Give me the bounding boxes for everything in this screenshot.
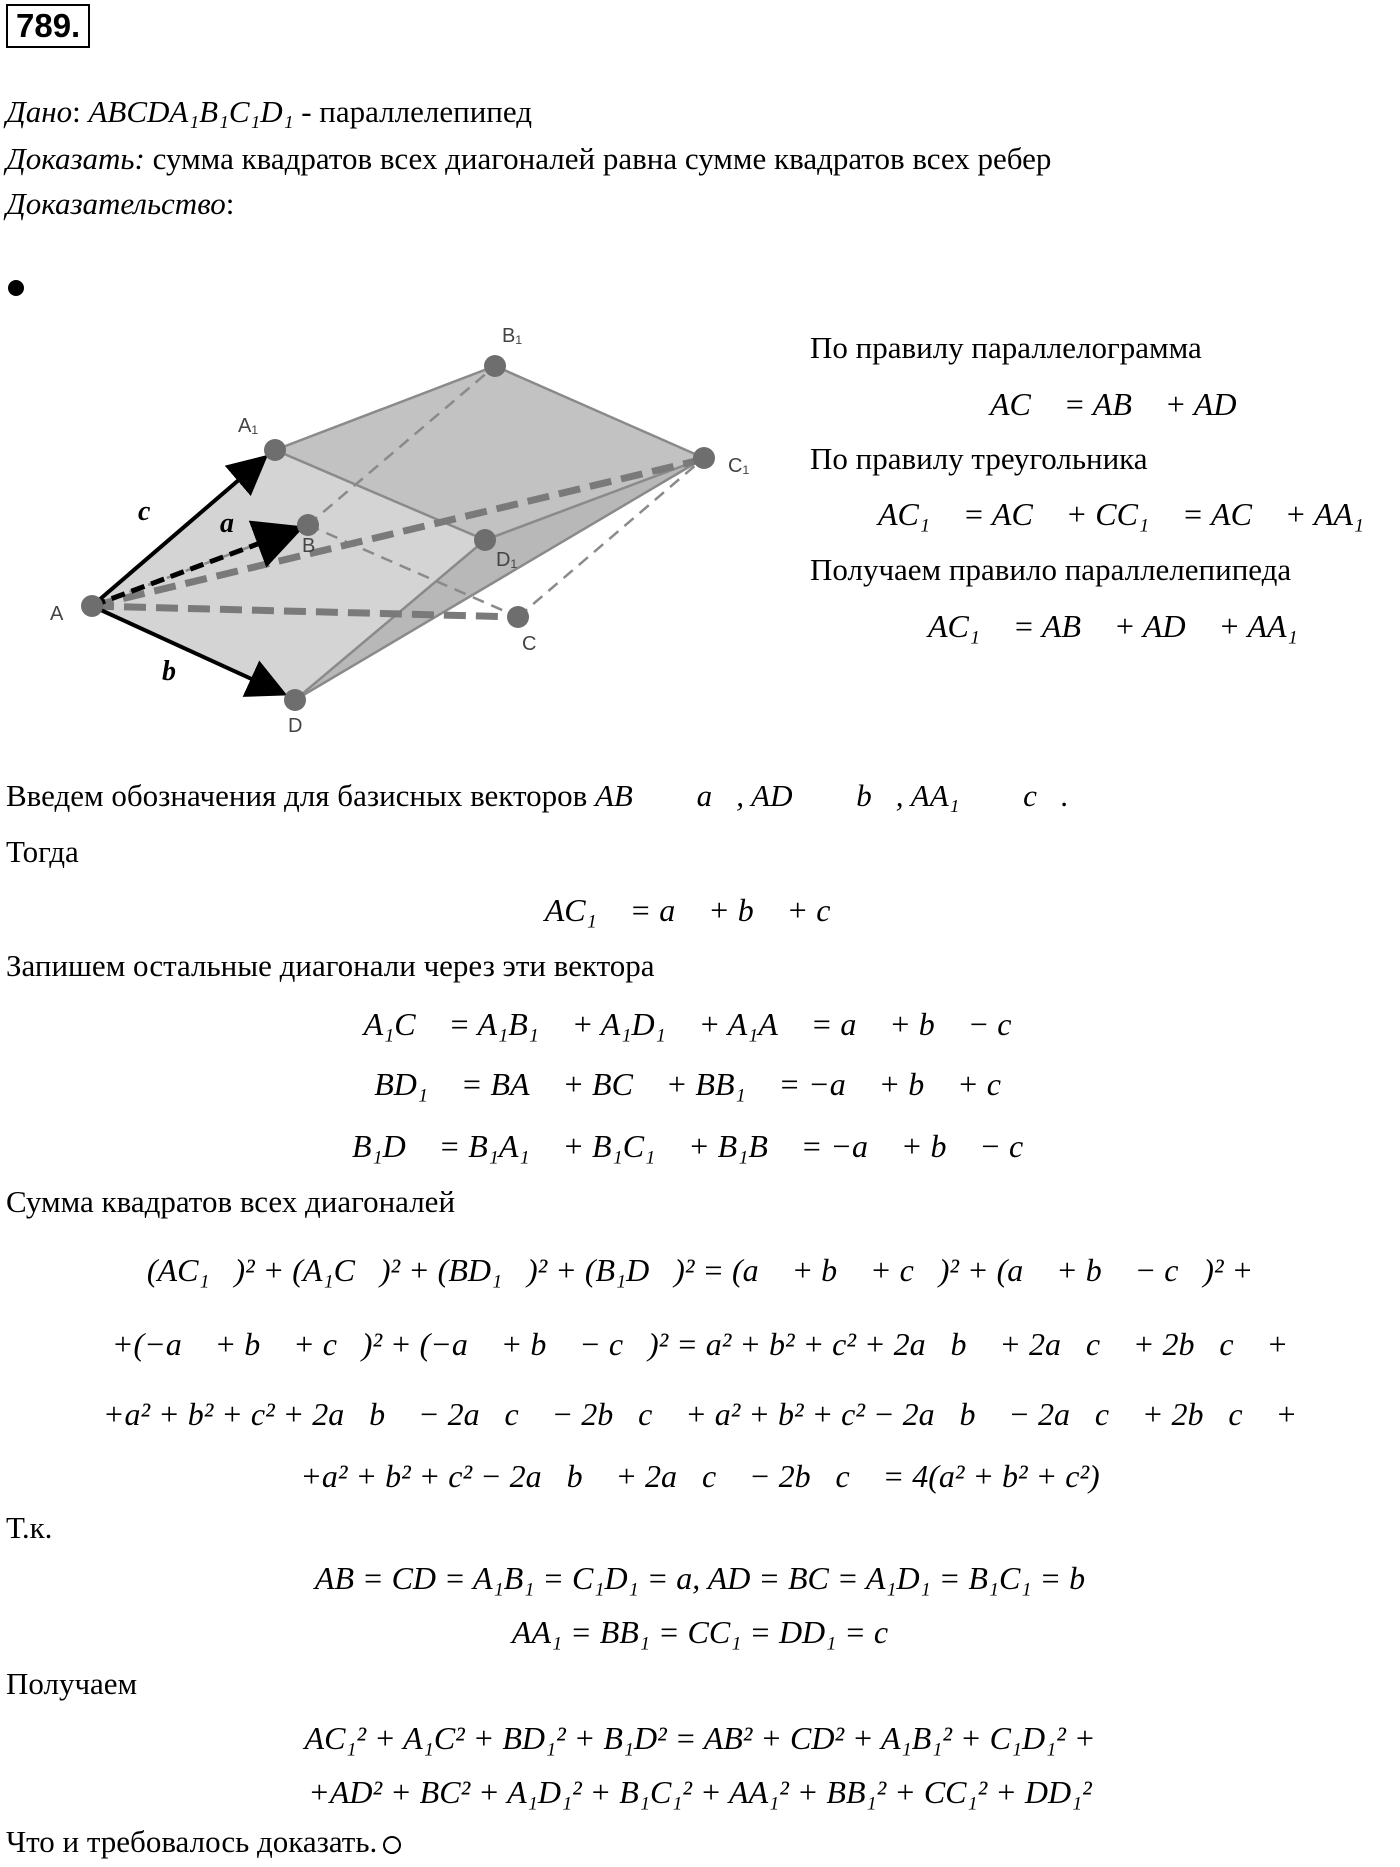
conclusion-text: Что и требовалось доказать. [6, 1824, 378, 1859]
label-C: C [522, 633, 537, 655]
label-vector-a: a⃗ [220, 508, 256, 539]
eq-ac: AC⃗ = AB⃗ + AD⃗ [990, 386, 1262, 422]
parallelepiped-figure [40, 320, 780, 740]
bullet-icon [8, 280, 24, 296]
proof-sep: : [225, 186, 235, 221]
label-vector-b: b⃗ [162, 656, 198, 687]
label-vector-c: c⃗ [138, 496, 173, 527]
given-line [6, 92, 532, 132]
sum-line-1: (AC₁⃗)² + (A₁C⃗)² + (BD₁⃗)² + (B₁D⃗)² = (a⃗ + b⃗ + c⃗)² + (a⃗ + b⃗ − c⃗)² + [146, 1252, 1254, 1288]
label-A: A [50, 603, 64, 625]
rule-triangle: По правилу треугольника [810, 441, 1148, 476]
label-B1: B₁ [502, 325, 523, 347]
rule-parallelepiped: Получаем правило параллелепипеда [810, 552, 1292, 587]
edges-line-1: AB = CD = A₁B₁ = C₁D₁ = a, AD = BC = A₁D₁ = B₁C₁ = b [314, 1560, 1086, 1596]
we-get-label: Получаем [6, 1666, 138, 1701]
sum-squares-label: Сумма квадратов всех диагоналей [6, 1184, 456, 1219]
basis-intro-math: AB⃗ ≝ a⃗, AD⃗ ≝ b⃗, AA₁⃗ ≝ c⃗. [595, 778, 1069, 813]
proof-line [6, 184, 234, 224]
sum-line-2: +(−a⃗ + b⃗ + c⃗)² + (−a⃗ + b⃗ − c⃗)² = a² + b² + c² + 2a⃗b⃗ + 2a⃗c⃗ + 2b⃗c⃗ + [111, 1326, 1289, 1362]
eq-a1c: A₁C⃗ = A₁B₁⃗ + A₁D₁⃗ + A₁A⃗ = a⃗ + b⃗ − c⃗ [363, 1006, 1037, 1042]
problem-number: 789. [6, 4, 90, 48]
then-label: Тогда [6, 834, 79, 869]
eq-ac1-parallelepiped: AC₁⃗ = AB⃗ + AD⃗ + AA₁⃗ [928, 608, 1323, 644]
other-diagonals-label: Запишем остальные диагонали через эти вектора [6, 948, 655, 983]
basis-intro [6, 776, 1069, 816]
rule-parallelogram: По правилу параллелограмма [810, 330, 1202, 365]
given-label: Дано [6, 94, 73, 129]
given-sep: : [72, 94, 81, 129]
eq-bd1: BD₁⃗ = BA⃗ + BC⃗ + BB₁⃗ = −a⃗ + b⃗ + c⃗ [374, 1066, 1026, 1102]
label-D1: D₁ [496, 549, 518, 571]
result-line-1: AC₁² + A₁C² + BD₁² + B₁D² = AB² + CD² + A₁B₁² + C₁D₁² + [304, 1720, 1096, 1756]
eq-ac1-basis: AC₁⃗ = a⃗ + b⃗ + c⃗ [544, 892, 856, 928]
label-B: B [302, 535, 316, 557]
sum-line-4: +a² + b² + c² − 2a⃗b⃗ + 2a⃗c⃗ − 2b⃗c⃗ = 4(a² + b² + c²) [300, 1458, 1100, 1494]
basis-intro-text: Введем обозначения для базисных векторов [6, 778, 595, 813]
given-text: - параллелепипед [293, 94, 532, 129]
conclusion [6, 1822, 401, 1862]
label-D: D [288, 715, 303, 737]
since-label: Т.к. [6, 1510, 53, 1545]
proof-label: Доказательство [6, 186, 226, 221]
prove-label: Доказать: [6, 141, 145, 176]
result-line-2: +AD² + BC² + A₁D₁² + B₁C₁² + AA₁² + BB₁² + CC₁² + DD₁² [308, 1774, 1092, 1810]
given-object: ABCDA₁B₁C₁D₁ [88, 94, 294, 129]
eq-b1d: B₁D⃗ = B₁A₁⃗ + B₁C₁⃗ + B₁B⃗ = −a⃗ + b⃗ − c⃗ [351, 1128, 1049, 1164]
label-A1: A₁ [238, 415, 259, 437]
prove-text: сумма квадратов всех диагоналей равна сумме квадратов всех ребер [144, 141, 1052, 176]
sum-line-3: +a² + b² + c² + 2a⃗b⃗ − 2a⃗c⃗ − 2b⃗c⃗ + a² + b² + c² − 2a⃗b⃗ − 2a⃗c⃗ + 2b⃗c⃗ + [102, 1396, 1298, 1432]
label-C1: C₁ [728, 455, 750, 477]
qed-circle-icon [383, 1836, 401, 1854]
prove-line [6, 139, 1051, 179]
edges-line-2: AA₁ = BB₁ = CC₁ = DD₁ = c [511, 1614, 889, 1650]
eq-ac1-triangle: AC₁⃗ = AC⃗ + CC₁⃗ = AC⃗ + AA₁⃗ [878, 496, 1389, 532]
